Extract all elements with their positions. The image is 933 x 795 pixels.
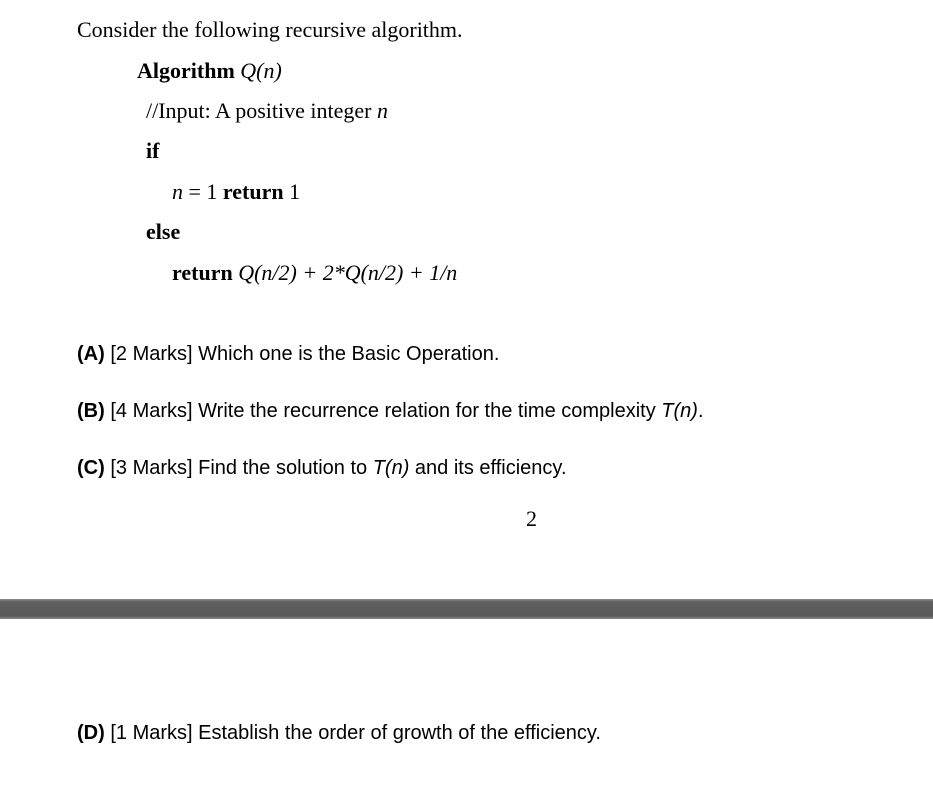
- page-separator: [0, 599, 933, 619]
- question-d: [77, 722, 601, 745]
- page-number: 2: [526, 506, 537, 531]
- question-italic-term: T(n): [372, 457, 410, 479]
- question-a: [77, 343, 499, 366]
- algorithm-keyword: Algorithm: [137, 58, 235, 83]
- algorithm-title: [137, 58, 282, 84]
- base-case-return-keyword: return: [222, 179, 284, 204]
- question-text: Find the solution to: [198, 457, 368, 479]
- question-text: Write the recurrence relation for the time complexity: [198, 400, 656, 422]
- question-marks: [1 Marks]: [110, 722, 193, 744]
- input-comment-text: //Input: A positive integer: [146, 98, 372, 123]
- question-marks: [4 Marks]: [110, 400, 193, 422]
- recursive-case-line: [172, 260, 457, 286]
- question-label: (C): [77, 457, 105, 479]
- input-variable: n: [376, 98, 388, 123]
- question-marks: [3 Marks]: [110, 457, 193, 479]
- question-label: (A): [77, 343, 105, 365]
- question-label: (D): [77, 722, 105, 744]
- recursive-expression: Q(n/2) + 2*Q(n/2) + 1/n: [238, 260, 458, 285]
- algorithm-input-comment: [146, 98, 388, 124]
- question-end: .: [697, 400, 704, 422]
- question-text: Establish the order of growth of the efficiency.: [198, 722, 601, 744]
- question-c: [77, 457, 567, 480]
- question-b: [77, 400, 704, 423]
- algorithm-name: Q(n): [240, 58, 282, 83]
- recursive-return-keyword: return: [172, 260, 233, 285]
- base-case-line: [172, 179, 300, 205]
- else-keyword: else: [146, 219, 181, 244]
- question-text: Which one is the Basic Operation.: [198, 343, 500, 365]
- question-italic-term: T(n): [661, 400, 698, 422]
- base-case-value: 1: [289, 179, 301, 204]
- if-keyword: if: [146, 138, 160, 163]
- base-case-variable: n: [172, 179, 183, 204]
- question-label: (B): [77, 400, 105, 422]
- question-end: and its efficiency.: [409, 457, 567, 479]
- intro-text: Consider the following recursive algorithm.: [77, 17, 463, 42]
- base-case-equals: = 1: [188, 179, 218, 204]
- question-marks: [2 Marks]: [110, 343, 193, 365]
